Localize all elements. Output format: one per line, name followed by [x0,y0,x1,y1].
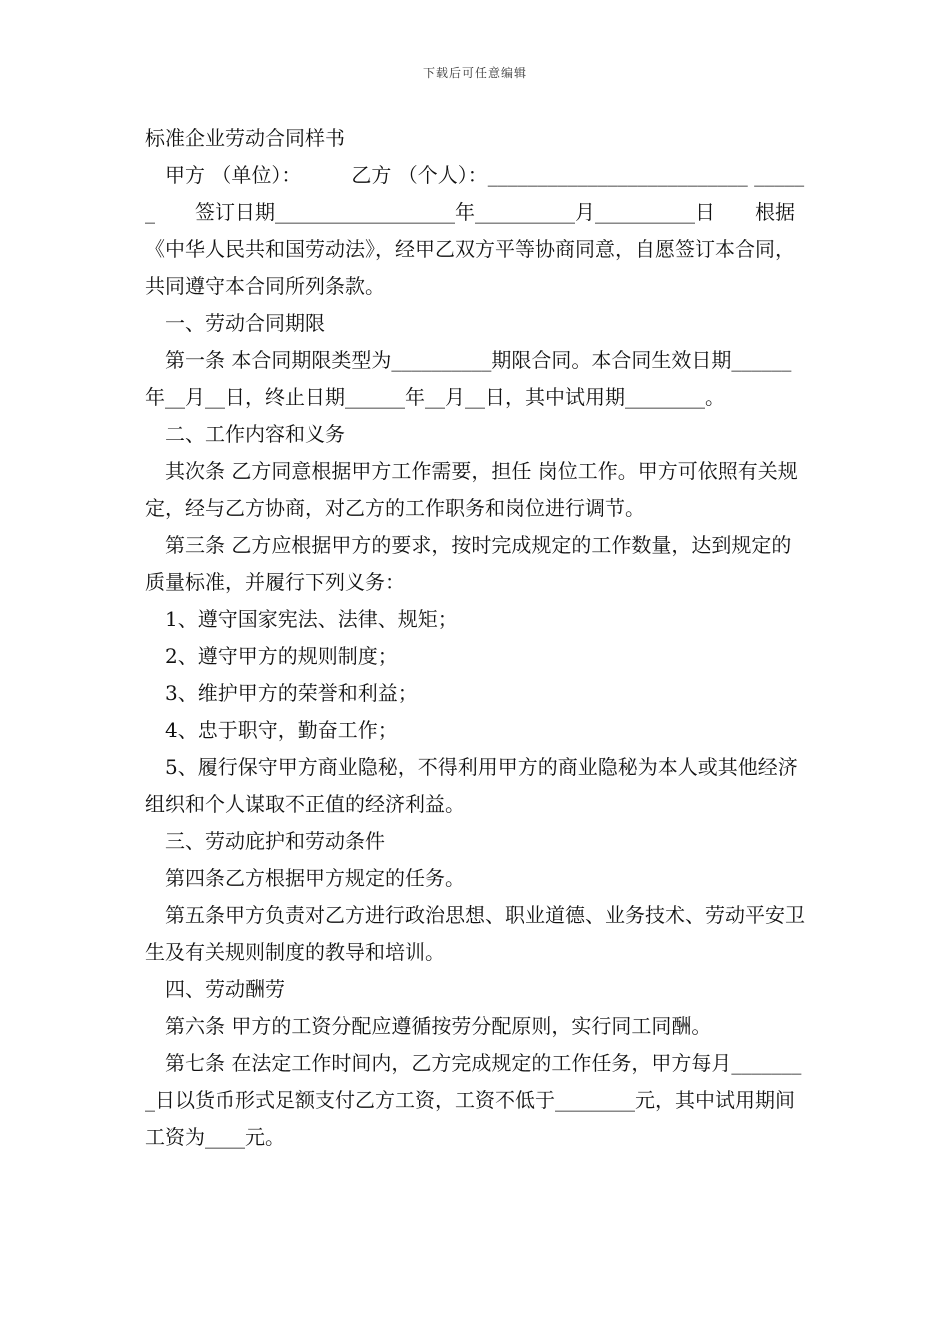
article-3: 第三条 乙方应根据甲方的要求，按时完成规定的工作数量，达到规定的质量标准，并履行下列义务： [145,533,792,594]
article-4: 第四条乙方根据甲方规定的任务。 [165,866,465,890]
list-item: 2、遵守甲方的规则制度； [165,644,398,668]
article-1: 第一条 本合同期限类型为__________期限合同。本合同生效日期______年__月__日，终止日期______年__月__日，其中试用期________。 [145,348,792,409]
document-body [145,120,807,1156]
section-heading-3: 三、劳动庇护和劳动条件 [165,829,385,853]
paragraph-parties: 甲方 （单位）： 乙方 （个人）：__________________________ ______ 签订日期__________________年__________月__________日 根据《中华人民共和国劳动法》，经甲乙双方平等协商同意，自愿签订本合同，共同遵守本合同所列条款。 [145,163,805,298]
document-title: 标准企业劳动合同样书 [145,126,345,150]
section-heading-4: 四、劳动酬劳 [165,977,285,1001]
article-2: 其次条 乙方同意根据甲方工作需要，担任 岗位工作。甲方可依照有关规定，经与乙方协商，对乙方的工作职务和岗位进行调节。 [145,459,798,520]
article-6: 第六条 甲方的工资分配应遵循按劳分配原则，实行同工同酬。 [165,1014,712,1038]
list-item: 5、履行保守甲方商业隐秘，不得利用甲方的商业隐秘为本人或其他经济组织和个人谋取不正值的经济利益。 [145,755,798,816]
list-item: 3、维护甲方的荣誉和利益； [165,681,418,705]
article-7: 第七条 在法定工作时间内，乙方完成规定的工作任务，甲方每月________日以货币形式足额支付乙方工资，工资不低于________元，其中试用期间工资为____元。 [145,1051,802,1149]
list-item: 4、忠于职守，勤奋工作； [165,718,398,742]
article-5: 第五条甲方负责对乙方进行政治思想、职业道德、业务技术、劳动平安卫生及有关规则制度的教导和培训。 [145,903,805,964]
header-note: 下载后可任意编辑 [422,66,527,80]
section-heading-2: 二、工作内容和义务 [165,422,345,446]
list-item: 1、遵守国家宪法、法律、规矩； [165,607,458,631]
section-heading-1: 一、劳动合同期限 [165,311,325,335]
